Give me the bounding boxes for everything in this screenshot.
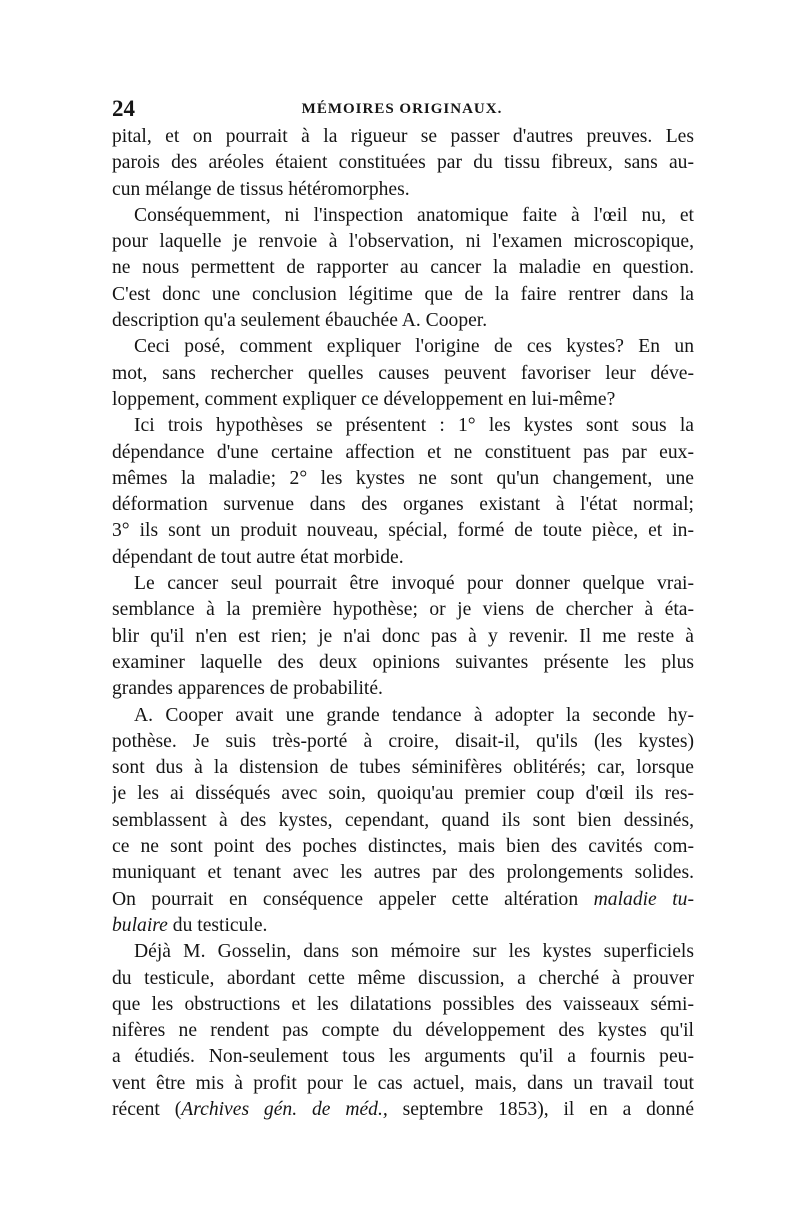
text-line: [112, 1018, 694, 1044]
line-text: vent être mis à profit pour le cas actuel, mais, dans un travail tout: [112, 1072, 694, 1094]
body-text: [112, 124, 694, 1123]
text-line: [112, 229, 694, 255]
text-line: [112, 518, 694, 544]
line-text: On pourrait en conséquence appeler cette altération: [112, 888, 579, 910]
line-text: Déjà M. Gosselin, dans son mémoire sur les kystes superficiels: [134, 941, 694, 963]
text-line: [112, 1071, 694, 1097]
text-line: [112, 913, 694, 939]
text-line: [112, 413, 694, 439]
running-head: [112, 96, 692, 126]
text-line: [112, 650, 694, 676]
line-text: pothèse. Je suis très-porté à croire, disait-il, qu'ils (les kystes): [112, 730, 694, 752]
text-line: [112, 334, 694, 360]
line-text: Le cancer seul pourrait être invoqué pour donner quelque vrai-: [134, 573, 694, 595]
text-line: [112, 834, 694, 860]
line-text: du testicule.: [167, 914, 268, 936]
line-text: mot, sans rechercher quelles causes peuvent favoriser leur déve-: [112, 362, 694, 384]
text-line: [112, 124, 694, 150]
text-line: [112, 387, 694, 413]
text-line: [112, 466, 694, 492]
text-line: [112, 860, 694, 886]
line-text: semblance à la première hypothèse; or je viens de chercher à éta-: [112, 599, 694, 621]
text-line: [112, 282, 694, 308]
text-line: [112, 177, 694, 203]
text-line: [112, 703, 694, 729]
italic-text: Archives gén. de méd.,: [181, 1098, 388, 1120]
line-text: description qu'a seulement ébauchée A. Cooper.: [112, 310, 488, 332]
line-text: Ici trois hypothèses se présentent : 1° les kystes sont sous la: [134, 415, 694, 437]
text-line: [112, 755, 694, 781]
text-line: [112, 624, 694, 650]
line-text: 3° ils sont un produit nouveau, spécial, formé de toute pièce, et in-: [112, 520, 694, 542]
line-text: déformation survenue dans des organes existant à l'état normal;: [112, 494, 694, 516]
text-line: [112, 150, 694, 176]
text-line: [112, 966, 694, 992]
line-text: Ceci posé, comment expliquer l'origine de ces kystes? En un: [134, 336, 694, 358]
line-text: pour laquelle je renvoie à l'observation, ni l'examen microscopique,: [112, 231, 694, 253]
text-line: [112, 203, 694, 229]
line-text: parois des aréoles étaient constituées par du tissu fibreux, sans au-: [112, 152, 694, 174]
line-text: Conséquemment, ni l'inspection anatomique faite à l'œil nu, et: [134, 204, 694, 226]
line-text: septembre 1853), il en a donné: [387, 1098, 694, 1120]
line-text: récent (: [112, 1098, 182, 1120]
line-text: nifères ne rendent pas compte du développement des kystes qu'il: [112, 1020, 694, 1042]
text-line: [112, 492, 694, 518]
line-text: que les obstructions et les dilatations possibles des vaisseaux sémi-: [112, 993, 694, 1015]
text-line: [112, 992, 694, 1018]
line-text: dépendance d'une certaine affection et ne constituent pas par eux-: [112, 441, 694, 463]
line-text: je les ai disséqués avec soin, quoiqu'au premier coup d'œil ils res-: [112, 783, 694, 805]
text-line: [112, 308, 694, 334]
line-text: C'est donc une conclusion légitime que de la faire rentrer dans la: [112, 283, 694, 305]
text-line: [112, 887, 694, 913]
text-line: [112, 676, 694, 702]
text-line: [112, 1044, 694, 1070]
line-text: ce ne sont point des poches distinctes, mais bien des cavités com-: [112, 836, 694, 858]
text-line: [112, 597, 694, 623]
text-line: [112, 729, 694, 755]
line-text: mêmes la maladie; 2° les kystes ne sont qu'un changement, une: [112, 467, 694, 489]
text-line: [112, 939, 694, 965]
line-text: du testicule, abordant cette même discussion, a cherché à prouver: [112, 967, 694, 989]
text-line: [112, 361, 694, 387]
line-text: a étudiés. Non-seulement tous les arguments qu'il a fournis peu-: [112, 1046, 694, 1068]
line-text: A. Cooper avait une grande tendance à adopter la seconde hy-: [134, 704, 694, 726]
italic-text: maladie tu-: [593, 888, 694, 910]
text-line: [112, 781, 694, 807]
line-text: blir qu'il n'en est rien; je n'ai donc pas à y revenir. Il me reste à: [112, 625, 694, 647]
text-line: [112, 1097, 694, 1123]
text-line: [112, 545, 694, 571]
line-text: ne nous permettent de rapporter au cancer la maladie en question.: [112, 257, 694, 279]
line-text: sont dus à la distension de tubes séminifères oblitérés; car, lorsque: [112, 757, 694, 779]
line-text: pital, et on pourrait à la rigueur se passer d'autres preuves. Les: [112, 126, 694, 147]
italic-text: bulaire: [112, 914, 168, 936]
text-line: [112, 440, 694, 466]
line-text: dépendant de tout autre état morbide.: [112, 546, 404, 568]
line-text: examiner laquelle des deux opinions suivantes présente les plus: [112, 651, 694, 673]
line-text: loppement, comment expliquer ce développement en lui-même?: [112, 388, 616, 410]
line-text: grandes apparences de probabilité.: [112, 678, 383, 700]
running-title: MÉMOIRES ORIGINAUX.: [301, 101, 503, 117]
text-line: [112, 808, 694, 834]
line-text: muniquant et tenant avec les autres par des prolongements solides.: [112, 862, 694, 884]
text-line: [112, 571, 694, 597]
line-text: semblassent à des kystes, cependant, quand ils sont bien dessinés,: [112, 809, 694, 831]
text-line: [112, 255, 694, 281]
line-text: cun mélange de tissus hétéromorphes.: [112, 178, 410, 200]
page-number: 24: [112, 96, 135, 121]
